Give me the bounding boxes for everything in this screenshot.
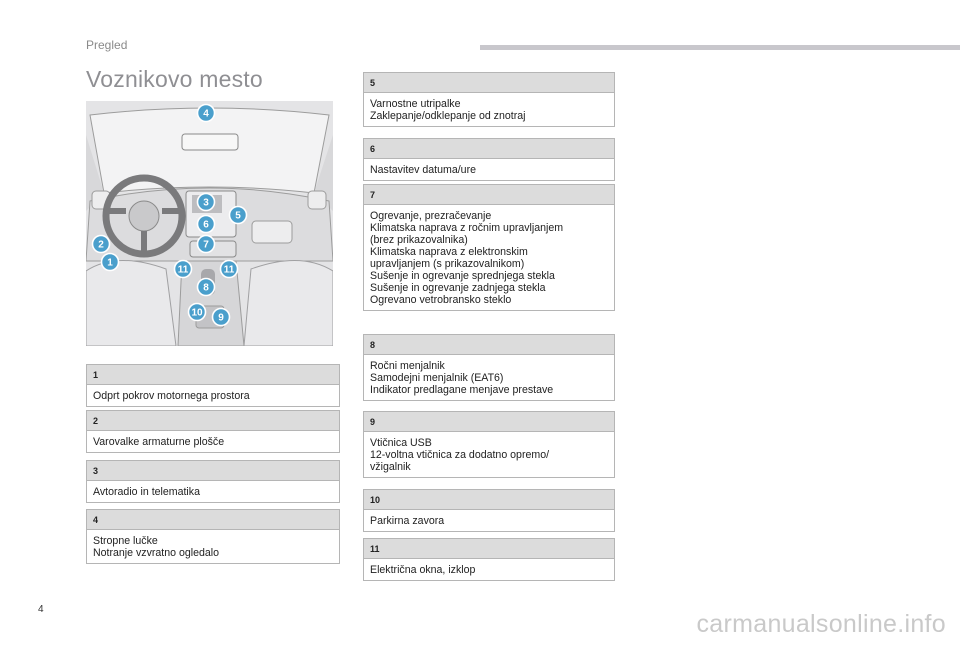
callout-marker xyxy=(93,236,110,253)
callout-marker xyxy=(198,236,215,253)
item-number: 10 xyxy=(364,490,614,510)
item-text: Ogrevanje, prezračevanje xyxy=(370,210,492,222)
item-text: Odprt pokrov motornega prostora xyxy=(93,390,250,402)
svg-text:1: 1 xyxy=(107,257,113,269)
item-text: Notranje vzvratno ogledalo xyxy=(93,547,220,559)
item-number: 11 xyxy=(364,539,614,559)
item-text: Ročni menjalnik xyxy=(370,360,445,372)
header-bar xyxy=(480,45,960,50)
item-number: 8 xyxy=(364,335,614,355)
svg-text:2: 2 xyxy=(98,239,104,251)
item-text: Sušenje in ogrevanje zadnjega stekla xyxy=(370,282,546,294)
callout-marker xyxy=(198,194,215,211)
item-text: Parkirna zavora xyxy=(370,515,445,527)
svg-text:5: 5 xyxy=(235,210,241,222)
callout-marker xyxy=(189,304,206,321)
svg-text:7: 7 xyxy=(203,239,209,251)
item-10 xyxy=(363,489,615,532)
item-text: 12-voltna vtičnica za dodatno opremo/ vžigalnik xyxy=(370,449,550,473)
item-text: Električna okna, izklop xyxy=(370,564,476,576)
callout-marker xyxy=(175,261,192,278)
page-number: 4 xyxy=(38,604,44,615)
svg-text:6: 6 xyxy=(203,219,209,231)
item-text: Nastavitev datuma/ure xyxy=(370,164,476,176)
item-9 xyxy=(363,411,615,478)
svg-text:10: 10 xyxy=(191,307,203,319)
callout-layer xyxy=(86,101,333,346)
item-number: 5 xyxy=(364,73,614,93)
item-6 xyxy=(363,138,615,181)
item-text: Varnostne utripalke xyxy=(370,98,461,110)
item-text: Avtoradio in telematika xyxy=(93,486,200,498)
svg-text:9: 9 xyxy=(218,312,224,324)
section-label: Pregled xyxy=(86,38,128,52)
item-1 xyxy=(86,364,340,407)
item-text: Klimatska naprava z elektronskim upravljanjem (s prikazovalnikom) xyxy=(370,246,528,270)
item-number: 2 xyxy=(87,411,339,431)
callout-marker xyxy=(221,261,238,278)
item-number: 1 xyxy=(87,365,339,385)
item-8 xyxy=(363,334,615,401)
item-3 xyxy=(86,460,340,503)
page-title: Voznikovo mesto xyxy=(86,66,263,92)
item-text: Sušenje in ogrevanje sprednjega stekla xyxy=(370,270,555,282)
item-number: 3 xyxy=(87,461,339,481)
svg-text:4: 4 xyxy=(203,108,209,120)
item-7 xyxy=(363,184,615,311)
item-text: Ogrevano vetrobransko steklo xyxy=(370,294,512,306)
item-text: Klimatska naprava z ročnim upravljanjem (brez prikazovalnika) xyxy=(370,222,564,246)
callout-marker xyxy=(230,207,247,224)
item-4 xyxy=(86,509,340,564)
item-text: Stropne lučke xyxy=(93,535,158,547)
svg-text:8: 8 xyxy=(203,282,209,294)
svg-text:11: 11 xyxy=(223,264,235,276)
item-11 xyxy=(363,538,615,581)
svg-text:3: 3 xyxy=(203,197,209,209)
item-number: 9 xyxy=(364,412,614,432)
callout-marker xyxy=(102,254,119,271)
item-text: Zaklepanje/odklepanje od znotraj xyxy=(370,110,526,122)
item-text: Vtičnica USB xyxy=(370,437,432,449)
callout-marker xyxy=(198,105,215,122)
item-text: Samodejni menjalnik (EAT6) xyxy=(370,372,504,384)
callout-marker xyxy=(198,279,215,296)
item-5 xyxy=(363,72,615,127)
svg-text:11: 11 xyxy=(177,264,189,276)
item-number: 4 xyxy=(87,510,339,530)
item-number: 6 xyxy=(364,139,614,159)
item-text: Varovalke armaturne plošče xyxy=(93,436,225,448)
item-number: 7 xyxy=(364,185,614,205)
dashboard-illustration xyxy=(86,101,333,346)
callout-marker xyxy=(213,309,230,326)
callout-marker xyxy=(198,216,215,233)
item-2 xyxy=(86,410,340,453)
watermark: carmanualsonline.info xyxy=(696,610,946,638)
item-text: Indikator predlagane menjave prestave xyxy=(370,384,554,396)
